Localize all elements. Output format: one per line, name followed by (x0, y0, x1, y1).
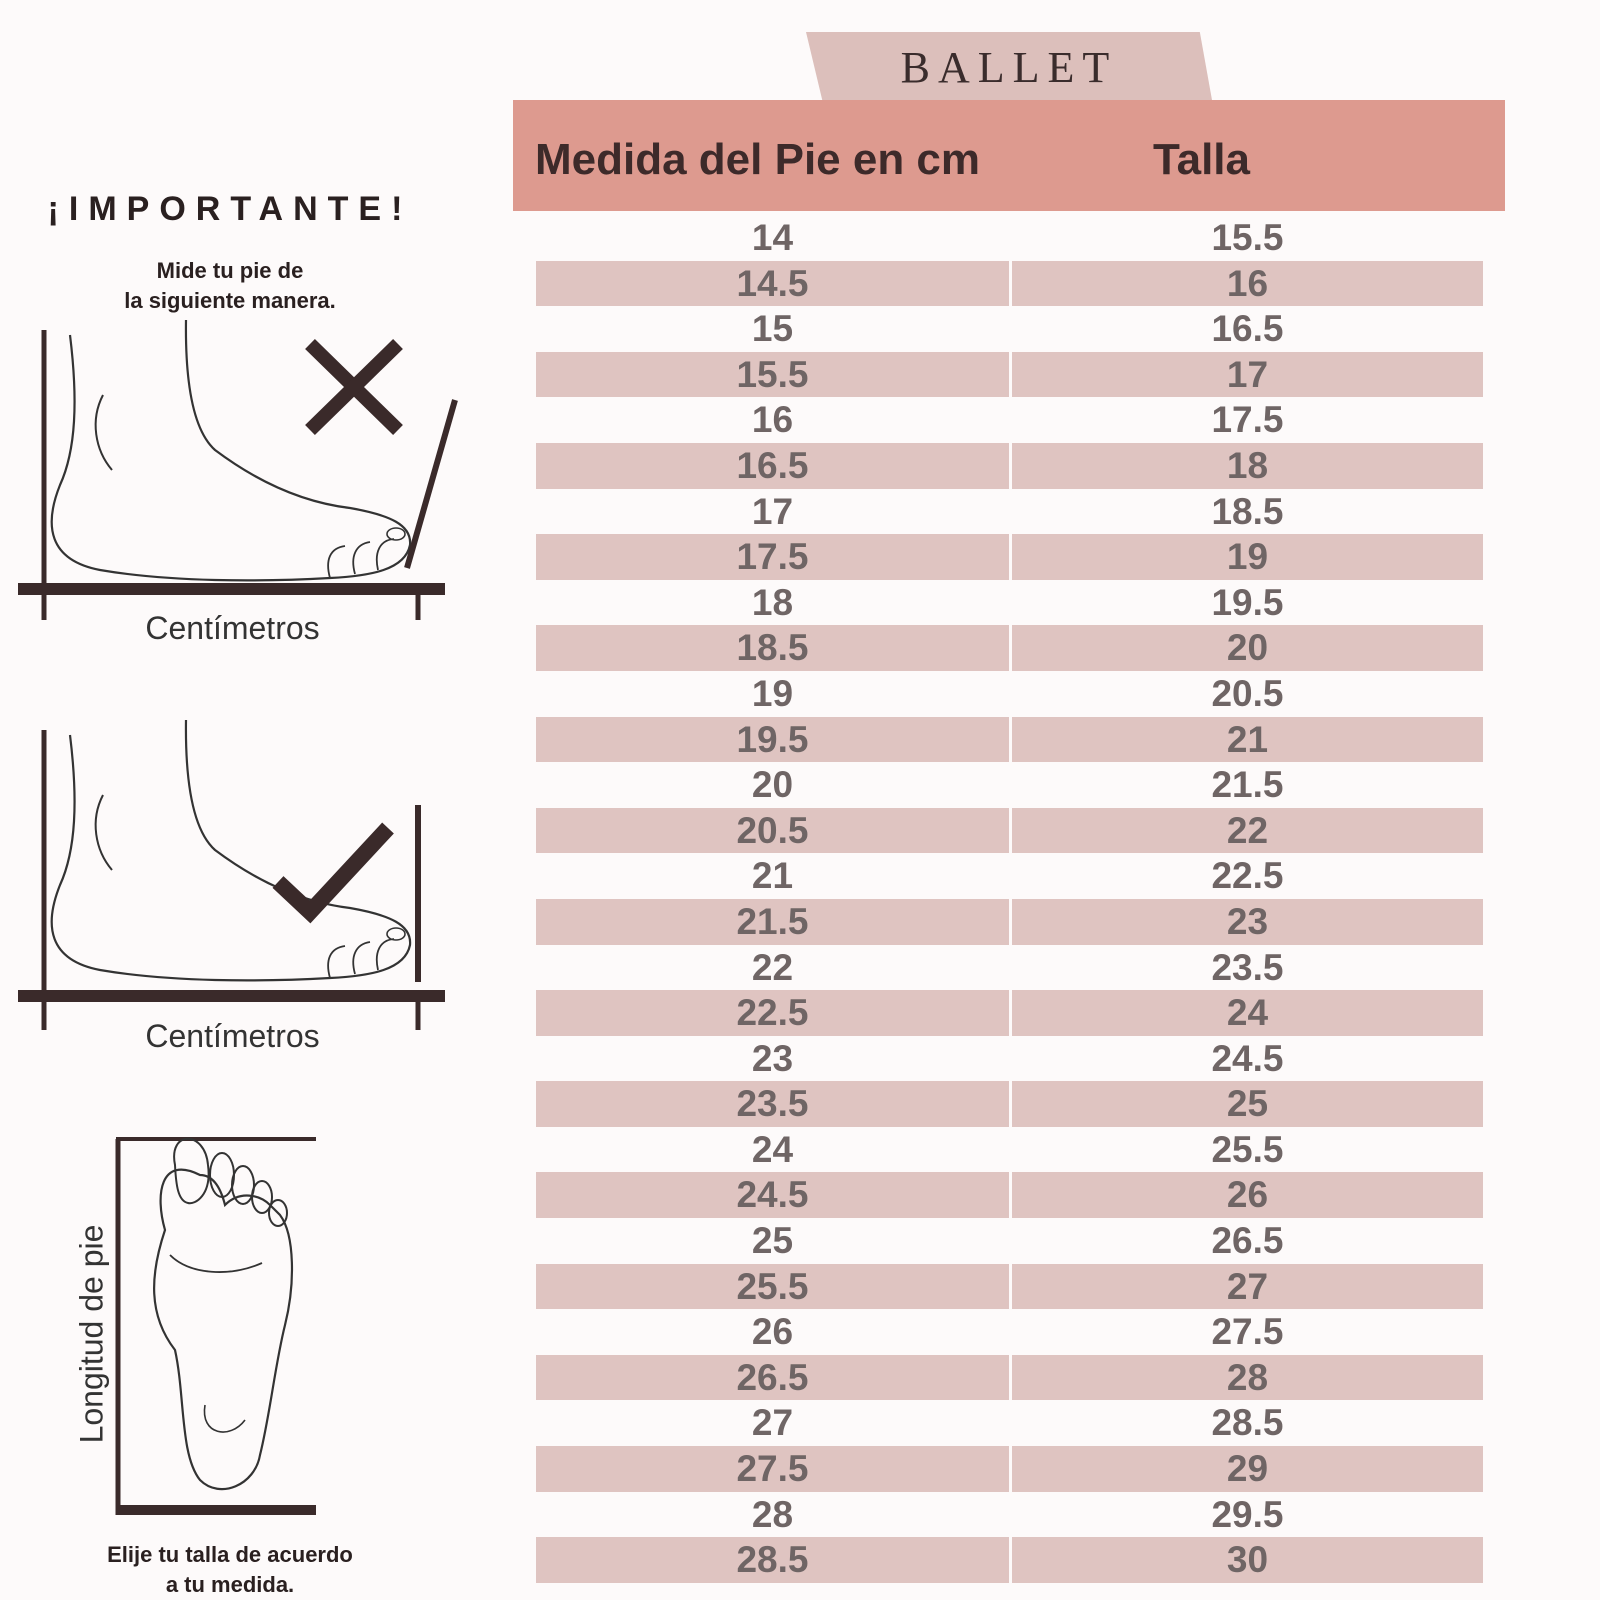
table-row (536, 443, 1483, 489)
size-cell: 16.5 (1211, 308, 1284, 350)
foot-measure-cell: 15.5 (536, 352, 1009, 398)
foot-measure-cell: 22 (751, 946, 794, 988)
table-row (536, 1400, 1483, 1446)
size-cell: 19 (1012, 534, 1483, 580)
wrong-measure-diagram (0, 320, 470, 620)
table-row (536, 397, 1483, 443)
table-row (536, 1446, 1483, 1492)
foot-measure-cell: 16.5 (536, 443, 1009, 489)
table-row (536, 945, 1483, 991)
size-cell: 24 (1012, 990, 1483, 1036)
table-row (536, 717, 1483, 763)
size-cell: 19.5 (1211, 581, 1284, 623)
column-header-size: Talla (1153, 135, 1251, 184)
foot-measure-cell: 20 (751, 764, 794, 806)
foot-side-icon (52, 720, 410, 980)
foot-measure-cell: 15 (751, 308, 794, 350)
size-cell: 15.5 (1211, 217, 1284, 258)
foot-measure-cell: 17.5 (536, 534, 1009, 580)
foot-measure-cell: 23.5 (536, 1081, 1009, 1127)
foot-measure-cell: 24.5 (536, 1172, 1009, 1218)
instruction-line-2: la siguiente manera. (124, 288, 336, 313)
foot-measure-cell: 19 (751, 672, 794, 714)
foot-measure-cell: 21.5 (536, 899, 1009, 945)
instruction-line-1: Mide tu pie de (156, 258, 304, 283)
foot-measure-cell: 24 (751, 1128, 794, 1170)
foot-measure-cell: 26 (751, 1311, 794, 1353)
table-row (536, 1264, 1483, 1310)
table-row (536, 489, 1483, 535)
table-row (536, 352, 1483, 398)
table-row (536, 1355, 1483, 1401)
size-cell: 26 (1012, 1172, 1483, 1218)
foot-measure-cell: 27 (751, 1402, 794, 1444)
table-row (536, 1172, 1483, 1218)
size-cell: 26.5 (1211, 1220, 1284, 1262)
table-row (536, 1492, 1483, 1538)
size-cell: 23.5 (1211, 946, 1284, 988)
size-cell: 17 (1012, 352, 1483, 398)
table-row (536, 534, 1483, 580)
foot-measure-cell: 21 (751, 855, 794, 897)
size-cell: 28 (1012, 1355, 1483, 1401)
foot-measure-cell: 19.5 (536, 717, 1009, 763)
size-chart-rows (536, 215, 1483, 1583)
table-row (536, 1537, 1483, 1583)
foot-measure-cell: 26.5 (536, 1355, 1009, 1401)
foot-measure-cell: 18 (751, 581, 794, 623)
foot-length-label: Longitud de pie (73, 1224, 110, 1444)
foot-sole-icon (154, 1139, 292, 1489)
size-cell: 22.5 (1211, 855, 1284, 897)
table-row (536, 853, 1483, 899)
foot-measure-cell: 25.5 (536, 1264, 1009, 1310)
table-row (536, 762, 1483, 808)
table-row (536, 1218, 1483, 1264)
closing-instruction (80, 1540, 380, 1600)
table-row (536, 1127, 1483, 1173)
foot-measure-cell: 20.5 (536, 808, 1009, 854)
foot-measure-cell: 14.5 (536, 261, 1009, 307)
size-cell: 21.5 (1211, 764, 1284, 806)
size-cell: 20 (1012, 625, 1483, 671)
foot-measure-cell: 27.5 (536, 1446, 1009, 1492)
foot-measure-cell: 16 (751, 399, 794, 441)
important-heading: ¡IMPORTANTE! (47, 190, 413, 228)
table-row (536, 808, 1483, 854)
closing-line-2: a tu medida. (165, 1572, 295, 1597)
size-cell: 22 (1012, 808, 1483, 854)
centimeters-label-right: Centímetros (145, 1018, 320, 1054)
ballet-tab-label: BALLET (900, 43, 1118, 92)
foot-measure-cell: 28 (751, 1493, 794, 1535)
closing-line-1: Elije tu talla de acuerdo (107, 1542, 353, 1567)
table-row (536, 215, 1483, 261)
size-cell: 17.5 (1211, 399, 1284, 441)
foot-length-diagram (0, 1135, 470, 1515)
table-row (536, 990, 1483, 1036)
checkmark-icon (278, 828, 388, 912)
size-chart-header (513, 100, 1505, 211)
table-row (536, 625, 1483, 671)
size-cell: 21 (1012, 717, 1483, 763)
table-row (536, 671, 1483, 717)
foot-measure-cell: 17 (751, 490, 794, 532)
foot-measure-cell: 25 (751, 1220, 794, 1262)
foot-measure-cell: 22.5 (536, 990, 1009, 1036)
size-cell: 23 (1012, 899, 1483, 945)
size-cell: 20.5 (1211, 672, 1284, 714)
foot-side-icon (52, 320, 410, 580)
correct-measure-diagram (0, 720, 470, 1030)
size-cell: 25 (1012, 1081, 1483, 1127)
size-cell: 27 (1012, 1264, 1483, 1310)
foot-measure-cell: 23 (751, 1037, 794, 1079)
centimeters-label-wrong: Centímetros (145, 610, 320, 646)
size-cell: 18 (1012, 443, 1483, 489)
size-cell: 28.5 (1211, 1402, 1284, 1444)
cross-icon (310, 344, 398, 430)
size-cell: 24.5 (1211, 1037, 1284, 1079)
foot-measure-cell: 18.5 (536, 625, 1009, 671)
size-cell: 29 (1012, 1446, 1483, 1492)
table-row (536, 899, 1483, 945)
size-cell: 27.5 (1211, 1311, 1284, 1353)
size-cell: 25.5 (1211, 1128, 1284, 1170)
foot-measure-cell: 14 (751, 217, 794, 258)
table-row (536, 306, 1483, 352)
table-row (536, 1081, 1483, 1127)
table-row (536, 1309, 1483, 1355)
table-row (536, 580, 1483, 626)
size-cell: 29.5 (1211, 1493, 1284, 1535)
size-cell: 18.5 (1211, 490, 1284, 532)
column-header-foot-measure: Medida del Pie en cm (535, 135, 981, 184)
table-row (536, 1036, 1483, 1082)
size-cell: 16 (1012, 261, 1483, 307)
measure-instruction (60, 256, 400, 316)
foot-measure-cell: 28.5 (536, 1537, 1009, 1583)
size-cell: 30 (1012, 1537, 1483, 1583)
table-row (536, 261, 1483, 307)
